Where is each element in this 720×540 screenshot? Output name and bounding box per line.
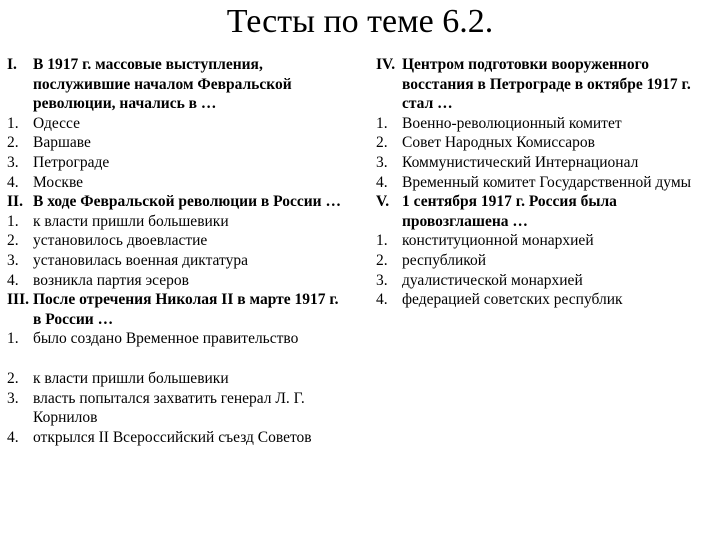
- option-number: 2.: [7, 232, 19, 250]
- page-title: Тесты по теме 6.2.: [226, 3, 494, 40]
- option-number: 3.: [376, 271, 388, 289]
- answer-option: [7, 251, 349, 271]
- option-text: Москве: [33, 173, 84, 191]
- option-number: 2.: [376, 134, 388, 152]
- option-number: 4.: [7, 173, 19, 191]
- option-number: 1.: [7, 114, 19, 132]
- option-number: 4.: [7, 271, 19, 289]
- answer-option: [7, 428, 349, 448]
- option-text: власть попытался захватить генерал Л. Г. Корнилов: [33, 389, 305, 427]
- option-number: 4.: [376, 291, 388, 309]
- option-text: Военно-революционный комитет: [402, 114, 622, 132]
- option-text: Одессе: [33, 114, 80, 132]
- answer-option: [376, 251, 708, 271]
- option-text: открылся II Всероссийский съезд Советов: [33, 428, 312, 446]
- answer-option: [376, 271, 708, 291]
- option-number: 1.: [7, 330, 19, 348]
- option-text: установилось двоевластие: [33, 232, 208, 250]
- left-column: [7, 55, 349, 447]
- option-text: к власти пришли большевики: [33, 212, 229, 230]
- answer-option: [376, 173, 708, 193]
- answer-option: [7, 329, 349, 349]
- answer-option: [7, 173, 349, 193]
- option-number: 3.: [7, 389, 19, 407]
- option-text: Временный комитет Государственной думы: [402, 173, 692, 191]
- question-number: I.: [7, 56, 17, 73]
- right-column: [376, 55, 708, 310]
- question-number: IV.: [376, 56, 396, 73]
- question-3: [7, 290, 349, 329]
- option-text: установилась военная диктатура: [33, 251, 248, 269]
- answer-option: [7, 212, 349, 232]
- question-number: III.: [7, 291, 29, 309]
- question-5: [376, 192, 708, 231]
- answer-option: [376, 133, 708, 153]
- option-text: дуалистической монархией: [402, 271, 583, 289]
- answer-option: [376, 114, 708, 134]
- option-text: Совет Народных Комиссаров: [402, 134, 595, 152]
- option-text: Коммунистический Интернационал: [402, 153, 639, 171]
- answer-option: [376, 231, 708, 251]
- answer-option: [7, 389, 349, 428]
- answer-option: [376, 290, 708, 310]
- answer-option: [376, 153, 708, 173]
- option-text: федерацией советских республик: [402, 291, 623, 309]
- answer-option: [7, 153, 349, 173]
- answer-option: [7, 271, 349, 291]
- option-number: 1.: [376, 114, 388, 132]
- option-text: было создано Временное правительство: [33, 330, 299, 348]
- question-text: Центром подготовки вооруженного восстания в Петрограде в октябре 1917 г. стал …: [402, 56, 691, 113]
- answer-option: [7, 231, 349, 251]
- option-text: республикой: [402, 251, 487, 269]
- answer-option: [7, 133, 349, 153]
- option-number: 2.: [376, 251, 388, 269]
- spacer: [7, 349, 349, 369]
- question-text: В ходе Февральской революции в России …: [33, 193, 341, 211]
- option-number: 3.: [376, 153, 388, 171]
- question-number: II.: [7, 193, 23, 211]
- answer-option: [7, 369, 349, 389]
- option-text: возникла партия эсеров: [33, 271, 189, 289]
- option-number: 4.: [376, 173, 388, 191]
- option-text: Варшаве: [33, 134, 91, 152]
- option-number: 2.: [7, 369, 19, 387]
- option-number: 2.: [7, 134, 19, 152]
- option-number: 3.: [7, 153, 19, 171]
- question-text: После отречения Николая II в марте 1917 г. в России …: [33, 291, 339, 328]
- question-2: [7, 192, 349, 212]
- option-text: Петрограде: [33, 153, 110, 171]
- option-number: 4.: [7, 428, 19, 446]
- question-4: [376, 55, 708, 114]
- option-number: 3.: [7, 251, 19, 269]
- question-text: В 1917 г. массовые выступления, послужившие началом Февральской революции, начались в …: [33, 56, 292, 113]
- option-text: конституционной монархией: [402, 232, 594, 250]
- question-number: V.: [376, 193, 390, 211]
- option-text: к власти пришли большевики: [33, 369, 229, 387]
- answer-option: [7, 114, 349, 134]
- option-number: 1.: [7, 212, 19, 230]
- question-text: 1 сентября 1917 г. Россия была провозглашена …: [402, 193, 617, 230]
- option-number: 1.: [376, 232, 388, 250]
- question-1: [7, 55, 349, 114]
